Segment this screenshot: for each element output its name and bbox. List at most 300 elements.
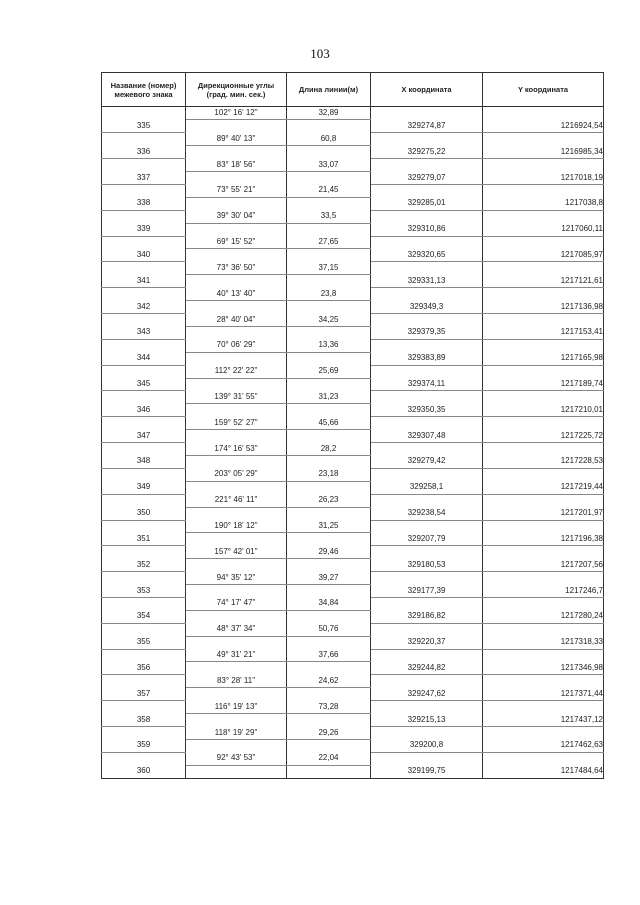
cell-angle — [186, 352, 287, 365]
cell-name — [102, 546, 186, 559]
cell-x: 329310,86 — [371, 223, 483, 236]
header-y: Y координата — [483, 73, 604, 107]
cell-angle: 159° 52' 27" — [186, 417, 287, 430]
cell-name: 336 — [102, 146, 186, 159]
cell-x — [371, 107, 483, 120]
cell-length — [287, 739, 371, 752]
cell-name — [102, 107, 186, 120]
cell-angle: 118° 19' 29" — [186, 727, 287, 740]
cell-length: 39,27 — [287, 572, 371, 585]
cell-angle — [186, 172, 287, 185]
cell-length — [287, 352, 371, 365]
cell-name: 359 — [102, 739, 186, 752]
cell-y — [483, 597, 604, 610]
cell-length: 24,62 — [287, 675, 371, 688]
cell-length — [287, 120, 371, 133]
cell-angle — [186, 739, 287, 752]
point-row — [102, 739, 604, 752]
cell-length: 37,15 — [287, 262, 371, 275]
cell-x — [371, 236, 483, 249]
cell-length: 26,23 — [287, 494, 371, 507]
cell-y: 1217371,44 — [483, 688, 604, 701]
cell-name — [102, 339, 186, 352]
cell-y — [483, 675, 604, 688]
cell-x: 329279,07 — [371, 172, 483, 185]
cell-name: 358 — [102, 714, 186, 727]
cell-name: 352 — [102, 559, 186, 572]
cell-x: 329307,48 — [371, 430, 483, 443]
cell-angle — [186, 430, 287, 443]
cell-length: 29,46 — [287, 546, 371, 559]
cell-x — [371, 210, 483, 223]
segment-row — [102, 649, 604, 662]
cell-name — [102, 520, 186, 533]
cell-y — [483, 339, 604, 352]
cell-name — [102, 210, 186, 223]
cell-name: 355 — [102, 636, 186, 649]
cell-x — [371, 417, 483, 430]
segment-row — [102, 468, 604, 481]
cell-y — [483, 752, 604, 765]
cell-name: 337 — [102, 172, 186, 185]
point-row — [102, 352, 604, 365]
header-angle: Дирекционные углы (град. мин. сек.) — [186, 73, 287, 107]
point-row — [102, 120, 604, 133]
cell-name: 345 — [102, 378, 186, 391]
cell-name: 349 — [102, 481, 186, 494]
cell-y: 1217484,64 — [483, 765, 604, 778]
point-row — [102, 455, 604, 468]
cell-x: 329215,13 — [371, 714, 483, 727]
cell-name — [102, 597, 186, 610]
cell-y: 1217210,01 — [483, 404, 604, 417]
cell-x: 329247,62 — [371, 688, 483, 701]
cell-length: 27,65 — [287, 236, 371, 249]
cell-name — [102, 417, 186, 430]
segment-row — [102, 236, 604, 249]
cell-length — [287, 404, 371, 417]
cell-name — [102, 572, 186, 585]
cell-name — [102, 675, 186, 688]
cell-x — [371, 443, 483, 456]
cell-y: 1216924,54 — [483, 120, 604, 133]
cell-name — [102, 159, 186, 172]
cell-y — [483, 727, 604, 740]
cell-length: 73,28 — [287, 701, 371, 714]
cell-name — [102, 365, 186, 378]
header-name: Название (номер) межевого знака — [102, 73, 186, 107]
cell-y — [483, 623, 604, 636]
cell-length — [287, 662, 371, 675]
cell-name: 338 — [102, 197, 186, 210]
cell-x: 329180,53 — [371, 559, 483, 572]
cell-length — [287, 146, 371, 159]
cell-angle — [186, 610, 287, 623]
cell-angle: 73° 55' 21" — [186, 184, 287, 197]
cell-x: 329285,01 — [371, 197, 483, 210]
cell-length: 23,8 — [287, 288, 371, 301]
cell-name — [102, 701, 186, 714]
cell-length — [287, 172, 371, 185]
cell-angle — [186, 301, 287, 314]
segment-row — [102, 597, 604, 610]
segment-row — [102, 417, 604, 430]
cell-y: 1217085,97 — [483, 249, 604, 262]
cell-angle: 83° 28' 11" — [186, 675, 287, 688]
cell-angle: 39° 30' 04" — [186, 210, 287, 223]
segment-row — [102, 262, 604, 275]
cell-length: 13,36 — [287, 339, 371, 352]
cell-y — [483, 184, 604, 197]
cell-x — [371, 649, 483, 662]
cell-x — [371, 339, 483, 352]
cell-x — [371, 365, 483, 378]
segment-row — [102, 314, 604, 327]
cell-y: 1217038,8 — [483, 197, 604, 210]
cell-name: 341 — [102, 275, 186, 288]
cell-length — [287, 507, 371, 520]
cell-x: 329177,39 — [371, 585, 483, 598]
cell-length: 33,07 — [287, 159, 371, 172]
cell-y: 1217346,98 — [483, 662, 604, 675]
cell-y — [483, 468, 604, 481]
cell-name: 351 — [102, 533, 186, 546]
cell-length — [287, 610, 371, 623]
cell-length — [287, 533, 371, 546]
point-row — [102, 662, 604, 675]
cell-x: 329186,82 — [371, 610, 483, 623]
cell-name — [102, 468, 186, 481]
cell-length — [287, 430, 371, 443]
cell-angle: 48° 37' 34" — [186, 623, 287, 636]
cell-x: 329331,13 — [371, 275, 483, 288]
cell-angle — [186, 197, 287, 210]
cell-angle — [186, 120, 287, 133]
cell-y — [483, 210, 604, 223]
cell-name — [102, 494, 186, 507]
cell-y: 1217121,61 — [483, 275, 604, 288]
cell-angle: 73° 36' 50" — [186, 262, 287, 275]
coordinates-table — [101, 72, 604, 779]
cell-x: 329207,79 — [371, 533, 483, 546]
cell-name: 344 — [102, 352, 186, 365]
segment-row — [102, 184, 604, 197]
cell-length: 34,25 — [287, 314, 371, 327]
cell-angle: 221° 46' 11" — [186, 494, 287, 507]
cell-x: 329244,82 — [371, 662, 483, 675]
cell-y — [483, 365, 604, 378]
cell-y — [483, 391, 604, 404]
cell-y: 1217165,98 — [483, 352, 604, 365]
cell-y — [483, 546, 604, 559]
segment-row — [102, 623, 604, 636]
cell-x — [371, 262, 483, 275]
cell-name — [102, 314, 186, 327]
cell-length — [287, 688, 371, 701]
point-row — [102, 507, 604, 520]
point-row — [102, 688, 604, 701]
cell-x: 329199,75 — [371, 765, 483, 778]
point-row — [102, 636, 604, 649]
cell-angle: 40° 13' 40" — [186, 288, 287, 301]
cell-y — [483, 443, 604, 456]
cell-name — [102, 262, 186, 275]
cell-x — [371, 133, 483, 146]
cell-x — [371, 391, 483, 404]
cell-x — [371, 752, 483, 765]
cell-name: 350 — [102, 507, 186, 520]
cell-angle — [186, 378, 287, 391]
cell-y: 1217219,44 — [483, 481, 604, 494]
cell-length: 21,45 — [287, 184, 371, 197]
cell-y: 1217153,41 — [483, 326, 604, 339]
cell-name: 348 — [102, 455, 186, 468]
cell-name — [102, 623, 186, 636]
cell-angle — [186, 559, 287, 572]
cell-x: 329238,54 — [371, 507, 483, 520]
cell-angle — [186, 507, 287, 520]
point-row — [102, 249, 604, 262]
point-row — [102, 714, 604, 727]
cell-length: 37,66 — [287, 649, 371, 662]
cell-angle — [186, 146, 287, 159]
cell-angle — [186, 662, 287, 675]
segment-row — [102, 675, 604, 688]
cell-length — [287, 223, 371, 236]
cell-angle: 116° 19' 13" — [186, 701, 287, 714]
cell-y — [483, 236, 604, 249]
cell-length — [287, 559, 371, 572]
point-row — [102, 301, 604, 314]
cell-x: 329320,65 — [371, 249, 483, 262]
cell-x — [371, 288, 483, 301]
cell-name: 357 — [102, 688, 186, 701]
cell-angle: 69° 15' 52" — [186, 236, 287, 249]
cell-length — [287, 765, 371, 778]
point-row — [102, 223, 604, 236]
page-number: 103 — [310, 46, 330, 61]
segment-row — [102, 546, 604, 559]
cell-length — [287, 714, 371, 727]
cell-name — [102, 649, 186, 662]
segment-row — [102, 727, 604, 740]
cell-x: 329200,8 — [371, 739, 483, 752]
cell-x: 329279,42 — [371, 455, 483, 468]
cell-y — [483, 649, 604, 662]
cell-length: 45,66 — [287, 417, 371, 430]
segment-row — [102, 572, 604, 585]
header-length: Длина линии(м) — [287, 73, 371, 107]
segment-row — [102, 391, 604, 404]
cell-angle — [186, 636, 287, 649]
cell-y: 1217228,53 — [483, 455, 604, 468]
cell-angle: 92° 43' 53" — [186, 752, 287, 765]
cell-name: 335 — [102, 120, 186, 133]
cell-y: 1217018,19 — [483, 172, 604, 185]
cell-angle: 94° 35' 12" — [186, 572, 287, 585]
cell-angle — [186, 533, 287, 546]
cell-x: 329275,22 — [371, 146, 483, 159]
segment-row — [102, 339, 604, 352]
segment-row — [102, 288, 604, 301]
cell-angle — [186, 455, 287, 468]
cell-name: 342 — [102, 301, 186, 314]
cell-y: 1217318,33 — [483, 636, 604, 649]
cell-length — [287, 249, 371, 262]
cell-length: 33,5 — [287, 210, 371, 223]
point-row — [102, 481, 604, 494]
cell-length — [287, 197, 371, 210]
cell-name — [102, 236, 186, 249]
cell-x: 329220,37 — [371, 636, 483, 649]
cell-length: 32,89 — [287, 107, 371, 120]
cell-name: 346 — [102, 404, 186, 417]
cell-y: 1217437,12 — [483, 714, 604, 727]
cell-angle — [186, 249, 287, 262]
point-row — [102, 533, 604, 546]
cell-length: 25,69 — [287, 365, 371, 378]
cell-y — [483, 288, 604, 301]
cell-length: 31,25 — [287, 520, 371, 533]
cell-length: 34,84 — [287, 597, 371, 610]
cell-y: 1217225,72 — [483, 430, 604, 443]
cell-name: 360 — [102, 765, 186, 778]
cell-length: 60,8 — [287, 133, 371, 146]
cell-y: 1217207,56 — [483, 559, 604, 572]
segment-row — [102, 701, 604, 714]
cell-angle: 28° 40' 04" — [186, 314, 287, 327]
cell-x: 329374,11 — [371, 378, 483, 391]
cell-y — [483, 520, 604, 533]
cell-name — [102, 288, 186, 301]
cell-name: 340 — [102, 249, 186, 262]
cell-length — [287, 585, 371, 598]
cell-x — [371, 675, 483, 688]
segment-row — [102, 520, 604, 533]
cell-x — [371, 727, 483, 740]
header-x: X координата — [371, 73, 483, 107]
cell-angle: 112° 22' 22" — [186, 365, 287, 378]
table-header-row — [102, 73, 604, 107]
cell-name — [102, 443, 186, 456]
table-body — [102, 107, 604, 779]
cell-x: 329349,3 — [371, 301, 483, 314]
cell-y: 1216985,34 — [483, 146, 604, 159]
cell-angle — [186, 688, 287, 701]
cell-angle — [186, 481, 287, 494]
point-row — [102, 404, 604, 417]
point-row — [102, 197, 604, 210]
cell-angle: 139° 31' 55" — [186, 391, 287, 404]
cell-y: 1217201,97 — [483, 507, 604, 520]
point-row — [102, 275, 604, 288]
cell-x — [371, 546, 483, 559]
cell-angle: 89° 40' 13" — [186, 133, 287, 146]
cell-y — [483, 262, 604, 275]
cell-angle — [186, 714, 287, 727]
point-row — [102, 326, 604, 339]
cell-length — [287, 378, 371, 391]
cell-length — [287, 481, 371, 494]
cell-length — [287, 301, 371, 314]
cell-y — [483, 417, 604, 430]
cell-x — [371, 184, 483, 197]
cell-y — [483, 159, 604, 172]
cell-angle — [186, 404, 287, 417]
cell-length: 31,23 — [287, 391, 371, 404]
cell-length — [287, 455, 371, 468]
cell-length — [287, 636, 371, 649]
cell-name: 347 — [102, 430, 186, 443]
cell-x — [371, 520, 483, 533]
cell-length: 22,04 — [287, 752, 371, 765]
cell-angle — [186, 326, 287, 339]
cell-angle: 49° 31' 21" — [186, 649, 287, 662]
cell-x: 329274,87 — [371, 120, 483, 133]
segment-row — [102, 107, 604, 120]
cell-angle: 102° 16' 12" — [186, 107, 287, 120]
point-row — [102, 430, 604, 443]
cell-x — [371, 701, 483, 714]
point-row — [102, 765, 604, 778]
cell-name — [102, 391, 186, 404]
cell-name — [102, 727, 186, 740]
point-row — [102, 610, 604, 623]
cell-angle: 83° 18' 56" — [186, 159, 287, 172]
cell-name — [102, 752, 186, 765]
point-row — [102, 172, 604, 185]
cell-y — [483, 107, 604, 120]
cell-angle: 174° 16' 53" — [186, 443, 287, 456]
cell-y: 1217246,7 — [483, 585, 604, 598]
cell-angle: 74° 17' 47" — [186, 597, 287, 610]
point-row — [102, 585, 604, 598]
cell-name: 356 — [102, 662, 186, 675]
cell-x: 329383,89 — [371, 352, 483, 365]
cell-y: 1217196,38 — [483, 533, 604, 546]
cell-y: 1217060,11 — [483, 223, 604, 236]
cell-angle: 190° 18' 12" — [186, 520, 287, 533]
cell-y — [483, 572, 604, 585]
cell-name — [102, 184, 186, 197]
cell-y: 1217462,63 — [483, 739, 604, 752]
cell-angle — [186, 585, 287, 598]
segment-row — [102, 752, 604, 765]
segment-row — [102, 494, 604, 507]
cell-name: 339 — [102, 223, 186, 236]
cell-x — [371, 494, 483, 507]
cell-length — [287, 326, 371, 339]
cell-x: 329350,35 — [371, 404, 483, 417]
cell-x: 329258,1 — [371, 481, 483, 494]
cell-x — [371, 572, 483, 585]
cell-x — [371, 314, 483, 327]
cell-name: 343 — [102, 326, 186, 339]
cell-length: 29,26 — [287, 727, 371, 740]
cell-angle — [186, 275, 287, 288]
point-row — [102, 378, 604, 391]
cell-name: 354 — [102, 610, 186, 623]
cell-x — [371, 597, 483, 610]
cell-y — [483, 701, 604, 714]
cell-x — [371, 623, 483, 636]
cell-length — [287, 275, 371, 288]
cell-name — [102, 133, 186, 146]
segment-row — [102, 443, 604, 456]
cell-y — [483, 494, 604, 507]
cell-length: 50,76 — [287, 623, 371, 636]
cell-y: 1217136,98 — [483, 301, 604, 314]
